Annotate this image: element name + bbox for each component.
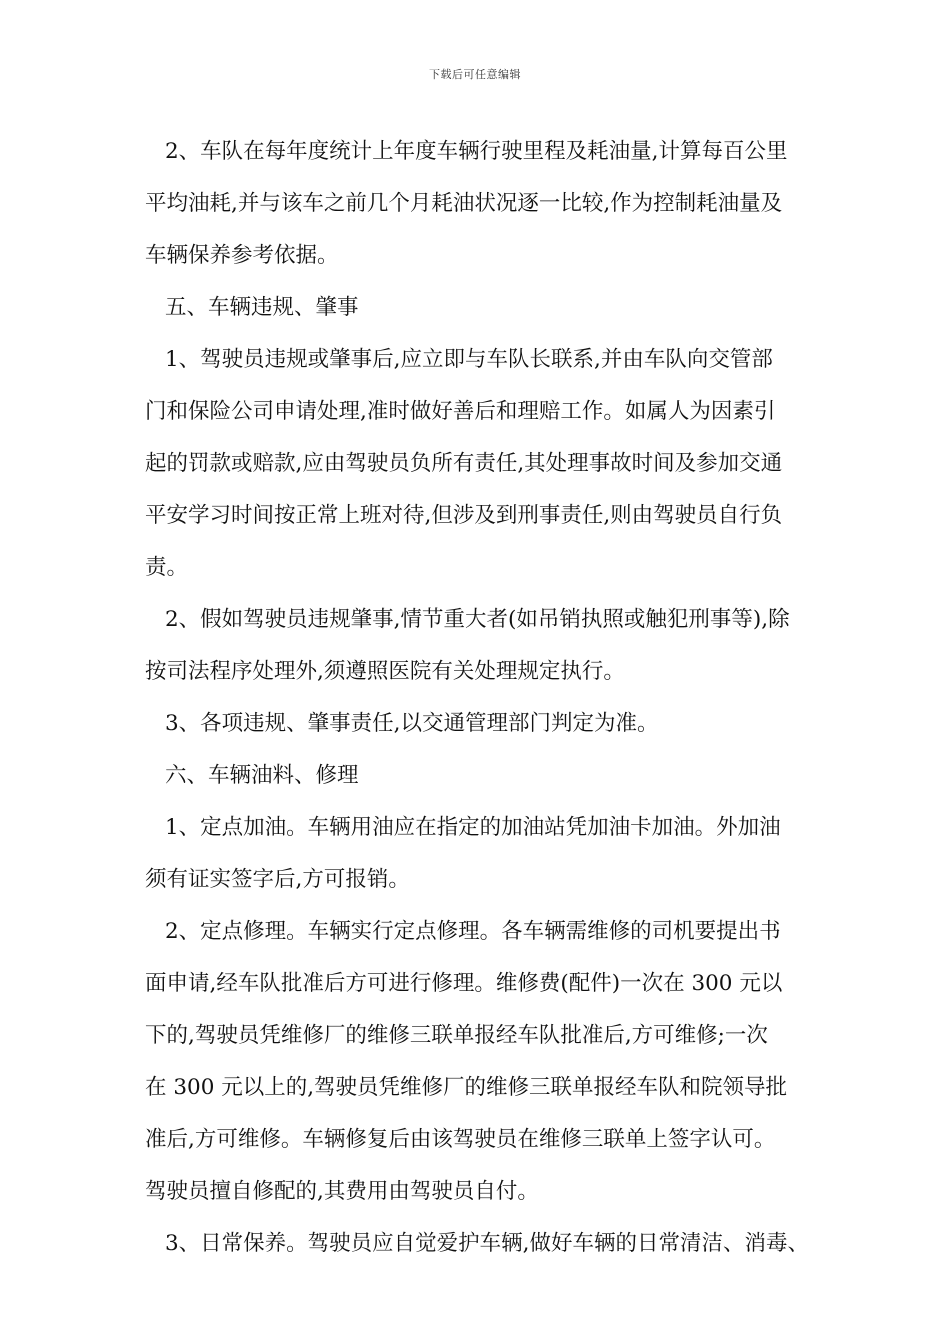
- section-heading: 六、车辆油料、修理: [165, 763, 359, 788]
- paragraph-line: 2、车队在每年度统计上年度车辆行驶里程及耗油量,计算每百公里: [165, 139, 788, 164]
- page-header: 下载后可任意编辑: [429, 68, 521, 81]
- paragraph-line: 驾驶员擅自修配的,其费用由驾驶员自付。: [145, 1179, 539, 1204]
- paragraph-line: 责。: [145, 555, 189, 580]
- paragraph-line: 面申请,经车队批准后方可进行修理。维修费(配件)一次在 300 元以: [145, 971, 783, 996]
- paragraph-line: 在 300 元以上的,驾驶员凭维修厂的维修三联单报经车队和院领导批: [145, 1075, 788, 1100]
- paragraph-line: 2、假如驾驶员违规肇事,情节重大者(如吊销执照或触犯刑事等),除: [165, 607, 790, 632]
- section-heading: 五、车辆违规、肇事: [165, 295, 359, 320]
- paragraph-line: 起的罚款或赔款,应由驾驶员负所有责任,其处理事故时间及参加交通: [145, 451, 783, 476]
- paragraph-line: 下的,驾驶员凭维修厂的维修三联单报经车队批准后,方可维修;一次: [145, 1023, 768, 1048]
- paragraph-line: 平均油耗,并与该车之前几个月耗油状况逐一比较,作为控制耗油量及: [145, 191, 783, 216]
- paragraph-line: 1、定点加油。车辆用油应在指定的加油站凭加油卡加油。外加油: [165, 815, 781, 840]
- paragraph-line: 3、日常保养。驾驶员应自觉爱护车辆,做好车辆的日常清洁、消毒、: [165, 1231, 810, 1256]
- paragraph-line: 须有证实签字后,方可报销。: [145, 867, 410, 892]
- paragraph-line: 2、定点修理。车辆实行定点修理。各车辆需维修的司机要提出书: [165, 919, 781, 944]
- document-body: [145, 126, 830, 1270]
- paragraph-line: 1、驾驶员违规或肇事后,应立即与车队长联系,并由车队向交管部: [165, 347, 773, 372]
- paragraph-line: 平安学习时间按正常上班对待,但涉及到刑事责任,则由驾驶员自行负: [145, 503, 783, 528]
- paragraph-line: 门和保险公司申请处理,准时做好善后和理赔工作。如属人为因素引: [145, 399, 776, 424]
- paragraph-line: 准后,方可维修。车辆修复后由该驾驶员在维修三联单上签字认可。: [145, 1127, 776, 1152]
- paragraph-line: 车辆保养参考依据。: [145, 243, 339, 268]
- paragraph-line: 3、各项违规、肇事责任,以交通管理部门判定为准。: [165, 711, 659, 736]
- paragraph-line: 按司法程序处理外,须遵照医院有关处理规定执行。: [145, 659, 625, 684]
